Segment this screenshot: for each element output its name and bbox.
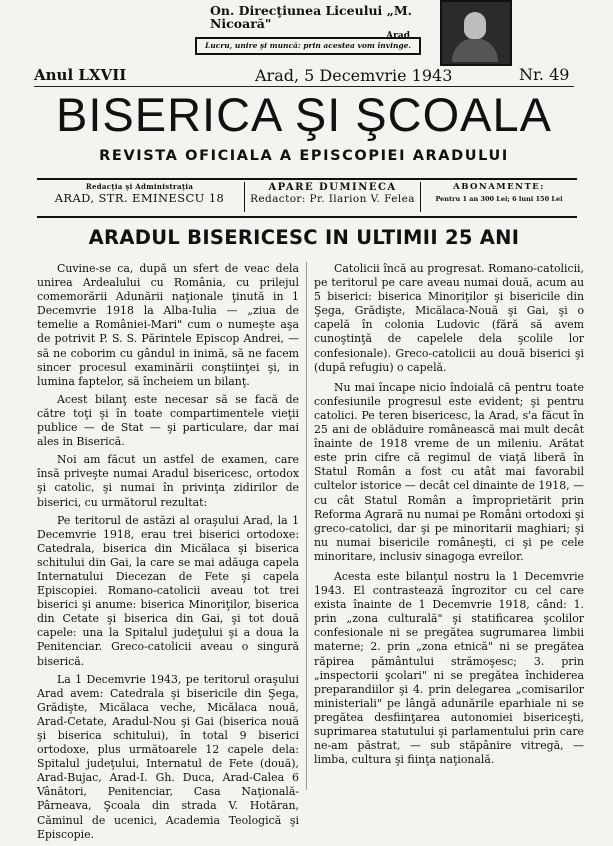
right-column — [314, 262, 584, 773]
top-rule — [34, 86, 574, 87]
stamp-line2: Arad — [386, 31, 410, 41]
subscription-prices: Pentru 1 an 300 Lei; 6 luni 150 Lei — [435, 195, 563, 203]
subscription-cell — [421, 182, 577, 203]
motto-box — [195, 37, 421, 55]
issue-date: Arad, 5 Decemvrie 1943 — [255, 66, 453, 85]
publication-title: BISERICA ŞI ŞCOALA — [55, 88, 552, 141]
info-strip — [37, 178, 577, 218]
subscription-label: ABONAMENTE: — [453, 182, 545, 192]
office-cell — [37, 182, 242, 205]
publication-subtitle: REVISTA OFICIALA A EPISCOPIEI ARADULUI — [99, 148, 509, 164]
schedule-cell — [244, 182, 421, 212]
paragraph: Nu mai încape nicio îndoială că pentru toate confesiunile progresul este evident; şi pentru catolici. Pe teren bisericesc, la Arad, s'a făcut în 25 ani de oblăduire românească mai mult decât înainte de 1918 vreme de un mileniu. Arătat este prin cifre că regimul de viaţă liberă în Statul Român a fost cu atât mai favorabil cultelor istorice — decât cel dinainte de 1918, — cu cât Statul Român a împroprietărit prin Reforma Agrară nu numai pe Români ortodoxi şi greco-catolici, dar şi pe minoritarii maghiari; şi nu numai bisericile româneşti, ci şi pe cele minoritare, inclusiv sinagoga evreilor. — [314, 380, 584, 563]
paragraph: Acesta este bilanţul nostru la 1 Decemvrie 1943. El contrastează îngrozitor cu cel care exista înainte de 1 Decemvrie 1918, când: 1. prin „zona culturală" şi statificarea şcolilor confesionale ni se pregătea sugrumarea limbii materne; 2. prin „zona etnică" ni se pregătea răpirea pământului strămoşesc; 3. prin „inspectorii şcolari" ni se pregătea închiderea preparandiilor şi 4. prin delegarea „comisarilor ministeriali" pe lângă adunările eparhiale ni se pregătea desfiinţarea autonomiei bisericeşti, suprimarea statutului şi parlamentului prin care ne-am păstrat, — sub stăpânire vitregă, — limba, cultura şi fiinţa naţională. — [314, 569, 584, 767]
office-label: Redacţia şi Administraţia — [85, 182, 194, 191]
paragraph: Noi am făcut un astfel de examen, care însă priveşte numai Aradul bisericesc, ortodox şi catolic, şi numai în privinţa zidirilor de biserici, cu următorul rezultat: — [37, 453, 299, 509]
schedule-text: APARE DUMINECA — [268, 182, 397, 193]
left-column — [37, 262, 299, 846]
year-label: Anul LXVII — [34, 66, 127, 84]
paragraph: Acest bilanţ este necesar să se facă de către toţi şi în toate compartimentele vieţii publice — de Stat — şi particulare, dar mai ales in Biserică. — [37, 392, 299, 449]
portrait-photo-icon — [440, 0, 512, 66]
paragraph: La 1 Decemvrie 1943, pe teritorul oraşului Arad avem: Catedrala şi bisericile din Şega, Grădişte, Micălaca veche, Micălaca nouă, Arad-Cetate, Aradul-Nou şi Gai (biserica nouă şi biserica schitului), în total 9 biserici ortodoxe, plus următoarele 12 capele dela: Spitalul judeţului, Internatul de Fete (două), Arad-Bujac, Arad-I. Gh. Duca, Arad-Calea 6 Vânători, Penitenciar, Casa Naţională-Pârneava, Şcoala din strada V. Hotăran, Căminul de ucenici, Academia Teologică şi Episcopie. — [37, 672, 299, 841]
office-address: ARAD, STR. EMINESCU 18 — [54, 191, 225, 205]
motto-text: Lucru, unire şi muncă: prin acestea vom învinge. — [204, 41, 412, 50]
article-headline: ARADUL BISERICESC IN ULTIMII 25 ANI — [88, 226, 520, 249]
column-divider — [306, 262, 307, 790]
paragraph: Cuvine-se ca, după un sfert de veac dela unirea Ardealului cu România, cu prilejul comemorării Adunării naţionale ţinută in 1 Decemvrie 1918 la Alba-Iulia — „ziua de temelie a României-Mari" cum o numeşte aşa de potrivit P. S. S. Părintele Episcop Andrei, — să ne coborim cu gândul in inimă, să ne facem sincer procesul examinării conştiinţei şi, in lumina faptelor, să încheiem un bilanţ. — [37, 262, 299, 388]
stamp-line1: On. Direcţiunea Liceului „M. Nicoară" — [210, 3, 413, 31]
editor-text: Redactor: Pr. Ilarion V. Felea — [250, 193, 415, 205]
paragraph: Catolicii încă au progresat. Romano-catolicii, pe teritorul pe care aveau numai două, acum au 5 biserici: biserica Minoriţilor şi bisericile din Şega, Grădişte, Micălaca-Nouă şi Gai, şi o capelă în colonia Ludovic (fără să avem cunoştinţă de capelele dela şcolile lor confesionale). Greco-catolicii au două biserici şi (după refugiu) o capelă. — [314, 262, 584, 374]
paragraph: Pe teritorul de astăzi al oraşului Arad, la 1 Decemvrie 1918, erau trei biserici ortodoxe: Catedrala, biserica din Micălaca şi biserica schitului din Gai, la care se mai adăuga capela Internatului Diecezan de Fete şi capela Episcopiei. Romano-catolicii aveau tot trei biserici şi anume: biserica Minoriţilor, biserica din Cetate şi biserica din Gai, şi tot două capele: una la Spitalul judeţului şi a doua la Penitenciar. Greco-catolicii aveau o singură biserică. — [37, 513, 299, 668]
issue-number: Nr. 49 — [519, 65, 570, 84]
